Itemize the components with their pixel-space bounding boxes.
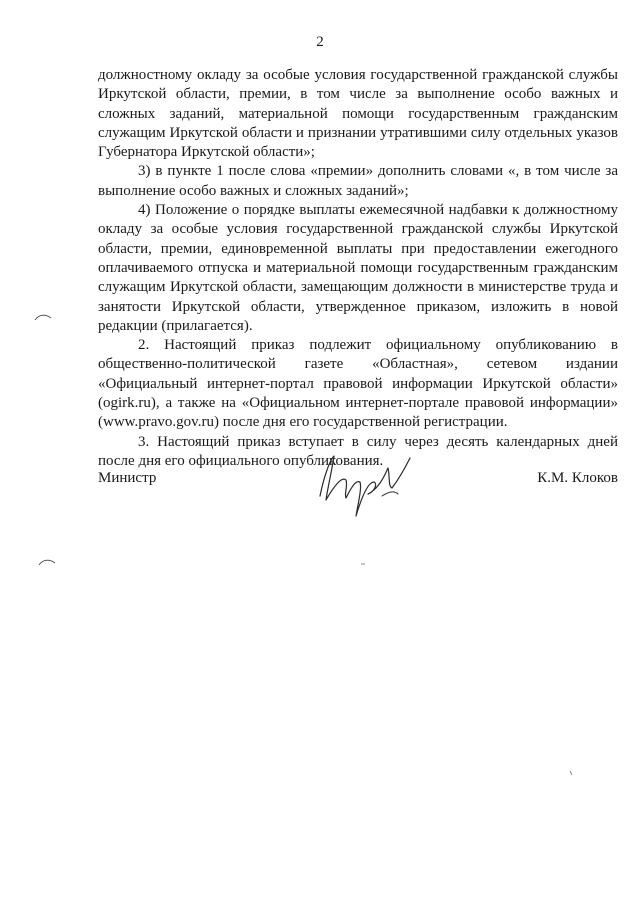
scan-speck — [568, 770, 574, 776]
signatory-name: К.М. Клоков — [537, 470, 618, 486]
page-number: 2 — [316, 34, 324, 50]
scan-speck — [360, 562, 366, 566]
margin-hole-mark-lower — [38, 557, 56, 567]
paragraph-continuation: должностному окладу за особые условия государственной гражданской службы Иркутской области, премии, в том числе за выполнение особо важных и сложных заданий, материальной помощи государственным гражданским служащим Иркутской области и признании утратившими силу отдельных указов Губернатора Иркутской области»; — [98, 67, 618, 161]
paragraph-item-4: 4) Положение о порядке выплаты ежемесячной надбавки к должностному окладу за особые условия государственной гражданской службы Иркутской области, премии, единовременной выплаты при предоставлении ежегодного оплачиваемого отпуска и материальной помощи государственным гражданским служащим Иркутской области, замещающим должности в министерстве труда и занятости Иркутской области, утвержденное приказом, изложить в новой редакции (прилагается). — [98, 202, 618, 334]
handwritten-signature — [312, 446, 422, 518]
signatory-role: Министр — [98, 470, 157, 486]
paragraph-item-3: 3) в пункте 1 после слова «премии» дополнить словами «, в том числе за выполнение особо важных и сложных заданий»; — [98, 163, 618, 199]
margin-hole-mark-upper — [34, 312, 52, 322]
paragraph-publication: 2. Настоящий приказ подлежит официальному опубликованию в общественно-политической газете «Областная», сетевом издании «Официальный интернет-портал правовой информации Иркутской области» (ogirk.ru), а также на «Официальном интернет-портале правовой информации» (www.pravo.gov.ru) после дня его государственной регистрации. — [98, 337, 618, 431]
paragraph-entry-into-force: 3. Настоящий приказ вступает в силу через десять календарных дней после дня его официального опубликования. — [98, 433, 618, 469]
document-body — [98, 66, 618, 471]
